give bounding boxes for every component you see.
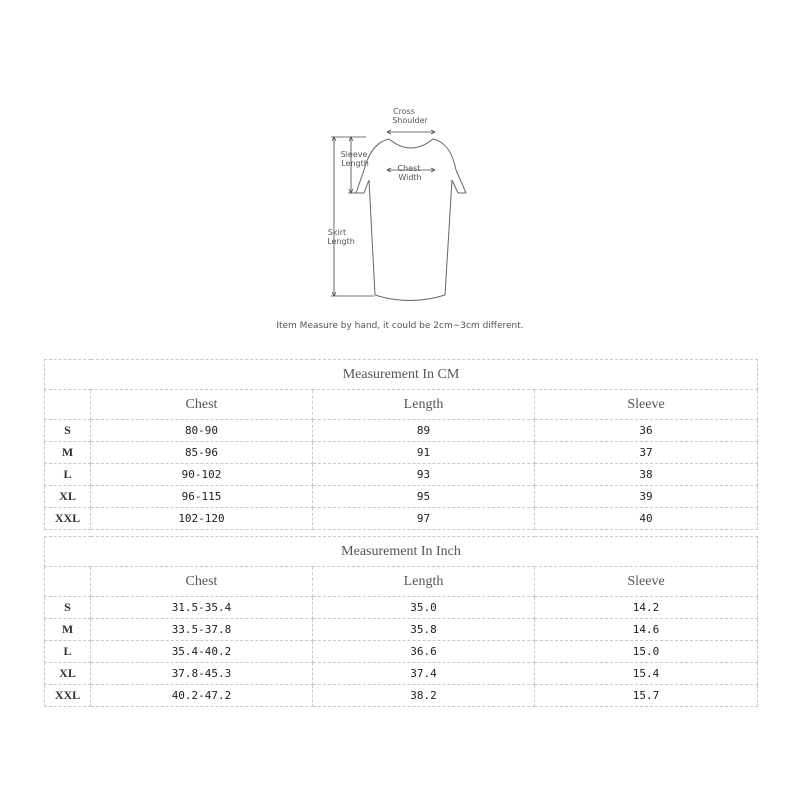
- label-chest-width-1: Chest: [397, 164, 421, 173]
- header-empty: [45, 390, 91, 420]
- table-title: Measurement In CM: [45, 360, 758, 390]
- size-cell: M: [45, 619, 91, 641]
- size-cell: L: [45, 641, 91, 663]
- size-cell: M: [45, 442, 91, 464]
- header-sleeve: Sleeve: [535, 567, 758, 597]
- label-cross-shoulder-1: Cross: [393, 107, 415, 116]
- sleeve-cell: 38: [535, 464, 758, 486]
- label-cross-shoulder-2: Shoulder: [392, 116, 428, 125]
- label-chest-width-2: Width: [398, 173, 422, 182]
- length-cell: 91: [313, 442, 535, 464]
- length-cell: 97: [313, 508, 535, 530]
- sleeve-cell: 14.2: [535, 597, 758, 619]
- size-cell: S: [45, 420, 91, 442]
- chest-cell: 33.5-37.8: [91, 619, 313, 641]
- sleeve-cell: 15.4: [535, 663, 758, 685]
- dress-sketch-icon: [0, 0, 800, 345]
- length-cell: 37.4: [313, 663, 535, 685]
- size-cell: XXL: [45, 508, 91, 530]
- header-chest: Chest: [91, 567, 313, 597]
- length-cell: 95: [313, 486, 535, 508]
- label-sleeve-length-2: Length: [341, 159, 369, 168]
- table-row: [45, 597, 758, 619]
- dress-measurement-diagram: [0, 0, 800, 345]
- header-sleeve: Sleeve: [535, 390, 758, 420]
- size-table-cm: [44, 359, 758, 530]
- sleeve-cell: 15.7: [535, 685, 758, 707]
- label-skirt-length-1: Skirt: [327, 228, 347, 237]
- table-row: [45, 464, 758, 486]
- chest-cell: 35.4-40.2: [91, 641, 313, 663]
- chest-cell: 96-115: [91, 486, 313, 508]
- table-row: [45, 420, 758, 442]
- size-cell: L: [45, 464, 91, 486]
- sleeve-cell: 40: [535, 508, 758, 530]
- chest-cell: 85-96: [91, 442, 313, 464]
- table-row: [45, 619, 758, 641]
- chest-cell: 80-90: [91, 420, 313, 442]
- size-cell: S: [45, 597, 91, 619]
- table-row: [45, 508, 758, 530]
- size-cell: XL: [45, 663, 91, 685]
- length-cell: 93: [313, 464, 535, 486]
- header-chest: Chest: [91, 390, 313, 420]
- length-cell: 89: [313, 420, 535, 442]
- size-cell: XL: [45, 486, 91, 508]
- table-row: [45, 663, 758, 685]
- header-empty: [45, 567, 91, 597]
- chest-cell: 40.2-47.2: [91, 685, 313, 707]
- length-cell: 36.6: [313, 641, 535, 663]
- size-table-inch: [44, 536, 758, 707]
- length-cell: 35.8: [313, 619, 535, 641]
- table-row: [45, 486, 758, 508]
- label-sleeve-length-1: Sleeve: [340, 150, 368, 159]
- sleeve-cell: 14.6: [535, 619, 758, 641]
- length-cell: 35.0: [313, 597, 535, 619]
- sleeve-cell: 15.0: [535, 641, 758, 663]
- table-row: [45, 442, 758, 464]
- table-title: Measurement In Inch: [45, 537, 758, 567]
- chest-cell: 90-102: [91, 464, 313, 486]
- sleeve-cell: 39: [535, 486, 758, 508]
- label-skirt-length-2: Length: [327, 237, 355, 246]
- chest-cell: 37.8-45.3: [91, 663, 313, 685]
- sleeve-cell: 36: [535, 420, 758, 442]
- size-cell: XXL: [45, 685, 91, 707]
- header-length: Length: [313, 390, 535, 420]
- measurement-note: Item Measure by hand, it could be 2cm~3cm different.: [276, 321, 524, 331]
- table-row: [45, 685, 758, 707]
- table-row: [45, 641, 758, 663]
- chest-cell: 31.5-35.4: [91, 597, 313, 619]
- length-cell: 38.2: [313, 685, 535, 707]
- sleeve-cell: 37: [535, 442, 758, 464]
- chest-cell: 102-120: [91, 508, 313, 530]
- header-length: Length: [313, 567, 535, 597]
